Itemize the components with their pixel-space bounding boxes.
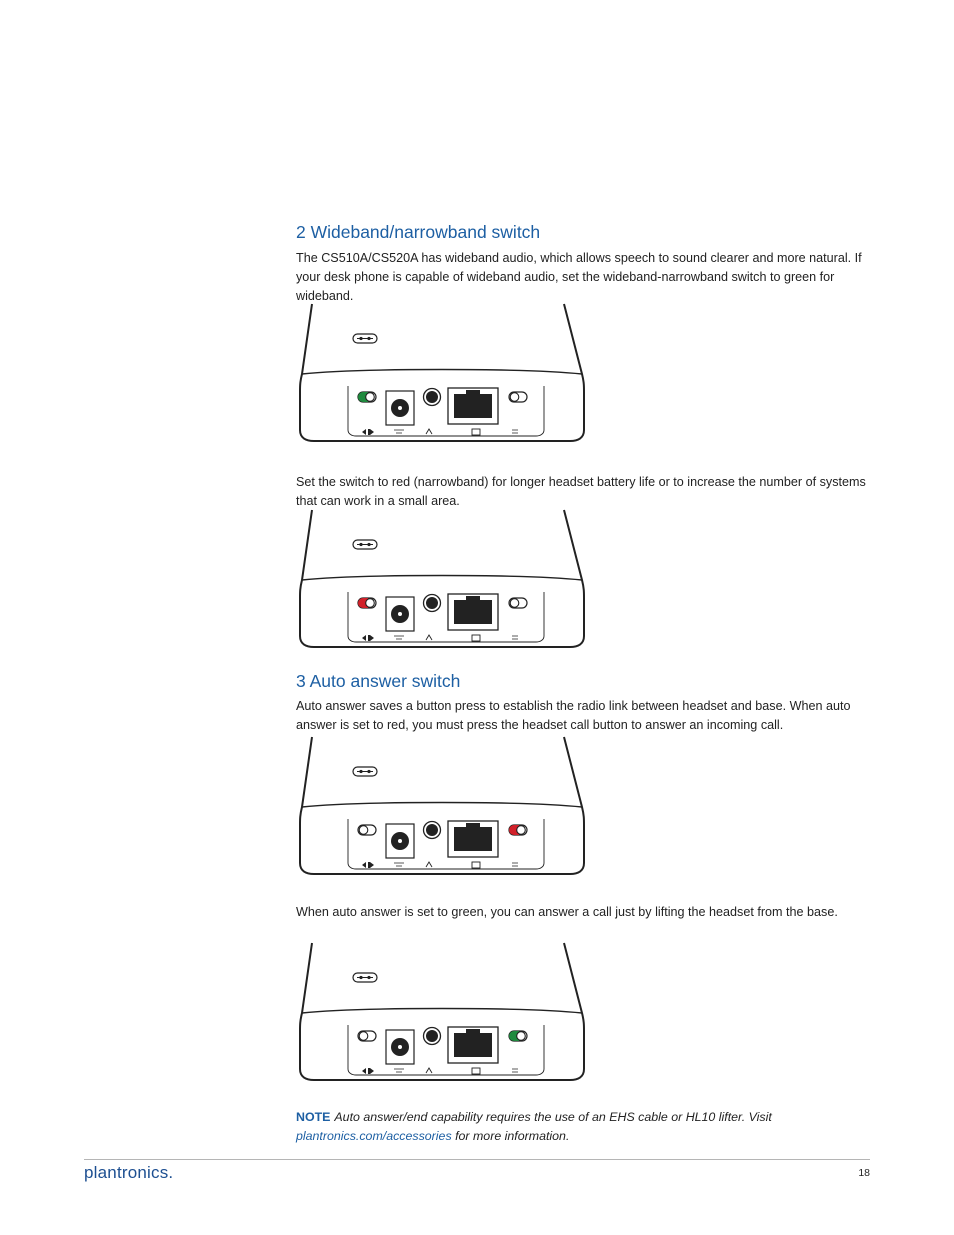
handset-label-icon [426, 429, 432, 434]
power-label-icon [394, 636, 404, 639]
handset-label-icon [426, 862, 432, 867]
answer-label-icon [512, 636, 518, 639]
panel-top-edge [302, 370, 582, 375]
wideband-symbol-icon [353, 540, 377, 549]
auto-answer-switch [509, 1031, 527, 1041]
answer-label-icon [512, 1069, 518, 1072]
auto-answer-switch-knob [510, 599, 519, 608]
auto-answer-switch-knob [517, 826, 526, 835]
power-jack-pin [398, 612, 402, 616]
telephone-jack-icon [454, 823, 492, 851]
note-label: NOTE [296, 1110, 331, 1124]
power-jack-pin [398, 406, 402, 410]
wideband-switch [358, 1031, 376, 1041]
wideband-switch-knob [359, 1032, 368, 1041]
wideband-symbol-icon [353, 973, 377, 982]
base-illustration-narrowband-red [298, 508, 586, 650]
section-heading-wideband: 2 Wideband/narrowband switch [296, 222, 541, 242]
page-number: 18 [858, 1167, 870, 1179]
phone-label-icon [472, 635, 480, 641]
power-label-icon [394, 1069, 404, 1072]
symbol-dot-right [367, 770, 370, 773]
base-illustration-auto-answer-red [298, 735, 586, 877]
note-text: Auto answer/end capability requires the use of an EHS cable or HL10 lifter. Visit [334, 1110, 772, 1124]
base-illustration-auto-answer-green [298, 941, 586, 1083]
power-jack-pin [398, 839, 402, 843]
handset-label-icon [426, 635, 432, 640]
auto-answer-switch [509, 825, 527, 835]
base-body-outline [300, 943, 584, 1080]
base-body-outline [300, 737, 584, 874]
footer-divider [84, 1159, 870, 1160]
wideband-symbol-icon [353, 334, 377, 343]
auto-answer-switch-knob [517, 1032, 526, 1041]
auto-answer-red-paragraph: Auto answer saves a button press to establish the radio link between headset and base. When auto answer is set to red, you must press the headset call button to answer an incoming call. [296, 699, 851, 732]
symbol-dot-right [367, 976, 370, 979]
wideband-switch-knob [366, 599, 375, 608]
phone-port-icon [426, 1030, 438, 1042]
base-illustration-wideband-green [298, 302, 586, 444]
auto-answer-green-paragraph: When auto answer is set to green, you can answer a call just by lifting the headset from the base. [296, 905, 838, 919]
wideband-switch [358, 825, 376, 835]
phone-port-icon [426, 824, 438, 836]
speaker-label-icon [362, 635, 374, 641]
panel-top-edge [302, 576, 582, 581]
phone-label-icon [472, 429, 480, 435]
speaker-label-icon [362, 1068, 374, 1074]
symbol-dot-left [359, 337, 362, 340]
symbol-dot-left [359, 770, 362, 773]
wideband-switch-knob [359, 826, 368, 835]
answer-label-icon [512, 863, 518, 866]
narrowband-paragraph: Set the switch to red (narrowband) for longer headset battery life or to increase the number of systems that can work in a small area. [296, 475, 866, 508]
power-label-icon [394, 430, 404, 433]
telephone-jack-icon [454, 390, 492, 418]
wideband-switch [358, 598, 376, 608]
handset-label-icon [426, 1068, 432, 1073]
wideband-switch [358, 392, 376, 402]
plantronics-logo: plantronics. [84, 1163, 174, 1182]
symbol-dot-left [359, 976, 362, 979]
symbol-dot-right [367, 543, 370, 546]
phone-label-icon [472, 862, 480, 868]
auto-answer-switch [509, 598, 527, 608]
phone-label-icon [472, 1068, 480, 1074]
panel-top-edge [302, 1009, 582, 1014]
symbol-dot-left [359, 543, 362, 546]
symbol-dot-right [367, 337, 370, 340]
answer-label-icon [512, 430, 518, 433]
speaker-label-icon [362, 429, 374, 435]
auto-answer-switch-knob [510, 393, 519, 402]
wideband-switch-knob [366, 393, 375, 402]
base-body-outline [300, 304, 584, 441]
power-label-icon [394, 863, 404, 866]
wideband-symbol-icon [353, 767, 377, 776]
power-jack-pin [398, 1045, 402, 1049]
wideband-paragraph: The CS510A/CS520A has wideband audio, which allows speech to sound clearer and more natural. If your desk phone is capable of wideband audio, set the wideband-narrowband switch to green for wideband. [296, 251, 862, 303]
note-block [296, 1108, 866, 1146]
phone-port-icon [426, 391, 438, 403]
note-text-after: for more information. [451, 1129, 570, 1143]
telephone-jack-icon [454, 596, 492, 624]
auto-answer-switch [509, 392, 527, 402]
section-heading-auto-answer: 3 Auto answer switch [296, 671, 461, 691]
base-body-outline [300, 510, 584, 647]
panel-top-edge [302, 803, 582, 808]
accessories-link[interactable]: plantronics.com/accessories [296, 1129, 452, 1143]
phone-port-icon [426, 597, 438, 609]
telephone-jack-icon [454, 1029, 492, 1057]
speaker-label-icon [362, 862, 374, 868]
